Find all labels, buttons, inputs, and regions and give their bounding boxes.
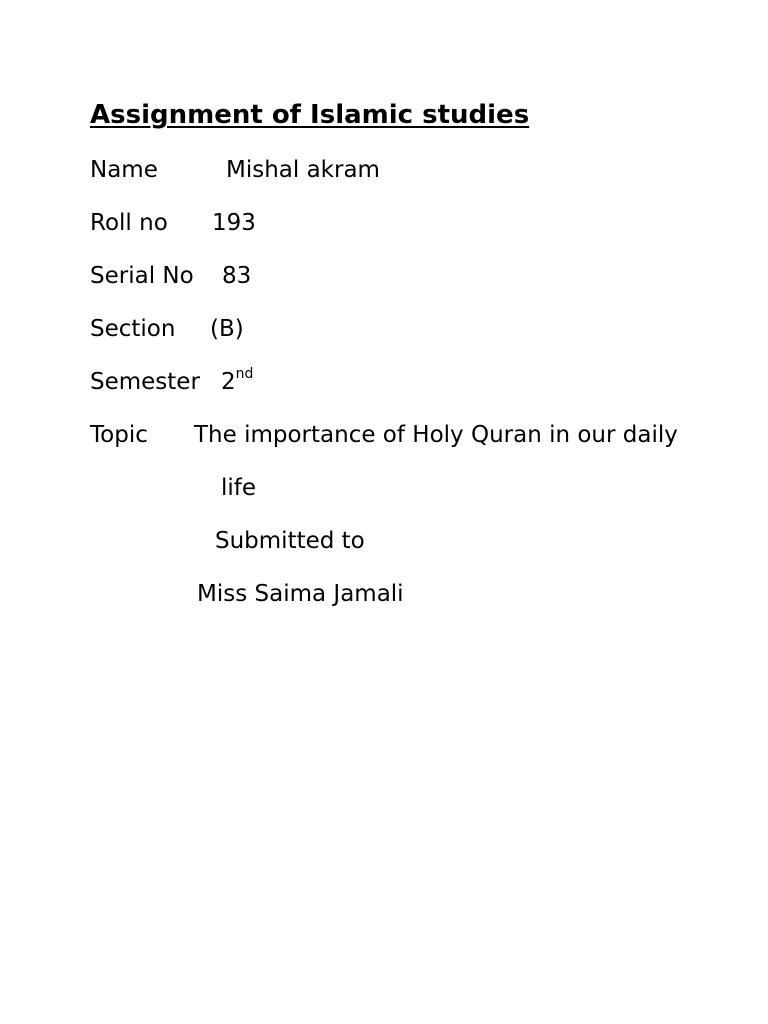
semester-superscript: nd	[235, 366, 254, 383]
submitted-to-name: Miss Saima Jamali	[197, 581, 404, 607]
document-title: Assignment of Islamic studies	[90, 100, 530, 130]
semester-row	[90, 368, 490, 396]
roll-no-label: Roll no	[90, 210, 168, 236]
topic-value-line2: life	[221, 475, 257, 501]
topic-row	[90, 421, 730, 449]
semester-label: Semester	[90, 369, 200, 395]
roll-no-value: 193	[212, 210, 256, 236]
roll-no-row	[90, 209, 490, 237]
serial-no-row	[90, 262, 490, 290]
name-row	[90, 156, 490, 184]
section-label: Section	[90, 316, 176, 342]
topic-value-line1: The importance of Holy Quran in our daily	[194, 422, 678, 448]
section-value: (B)	[210, 316, 244, 342]
section-row	[90, 315, 490, 343]
name-label: Name	[90, 157, 158, 183]
topic-label: Topic	[90, 422, 148, 448]
semester-value-group	[221, 368, 253, 396]
submitted-to-label: Submitted to	[215, 528, 365, 554]
name-value: Mishal akram	[226, 157, 380, 183]
serial-no-value: 83	[222, 263, 252, 289]
serial-no-label: Serial No	[90, 263, 194, 289]
semester-value: 2	[221, 369, 236, 395]
